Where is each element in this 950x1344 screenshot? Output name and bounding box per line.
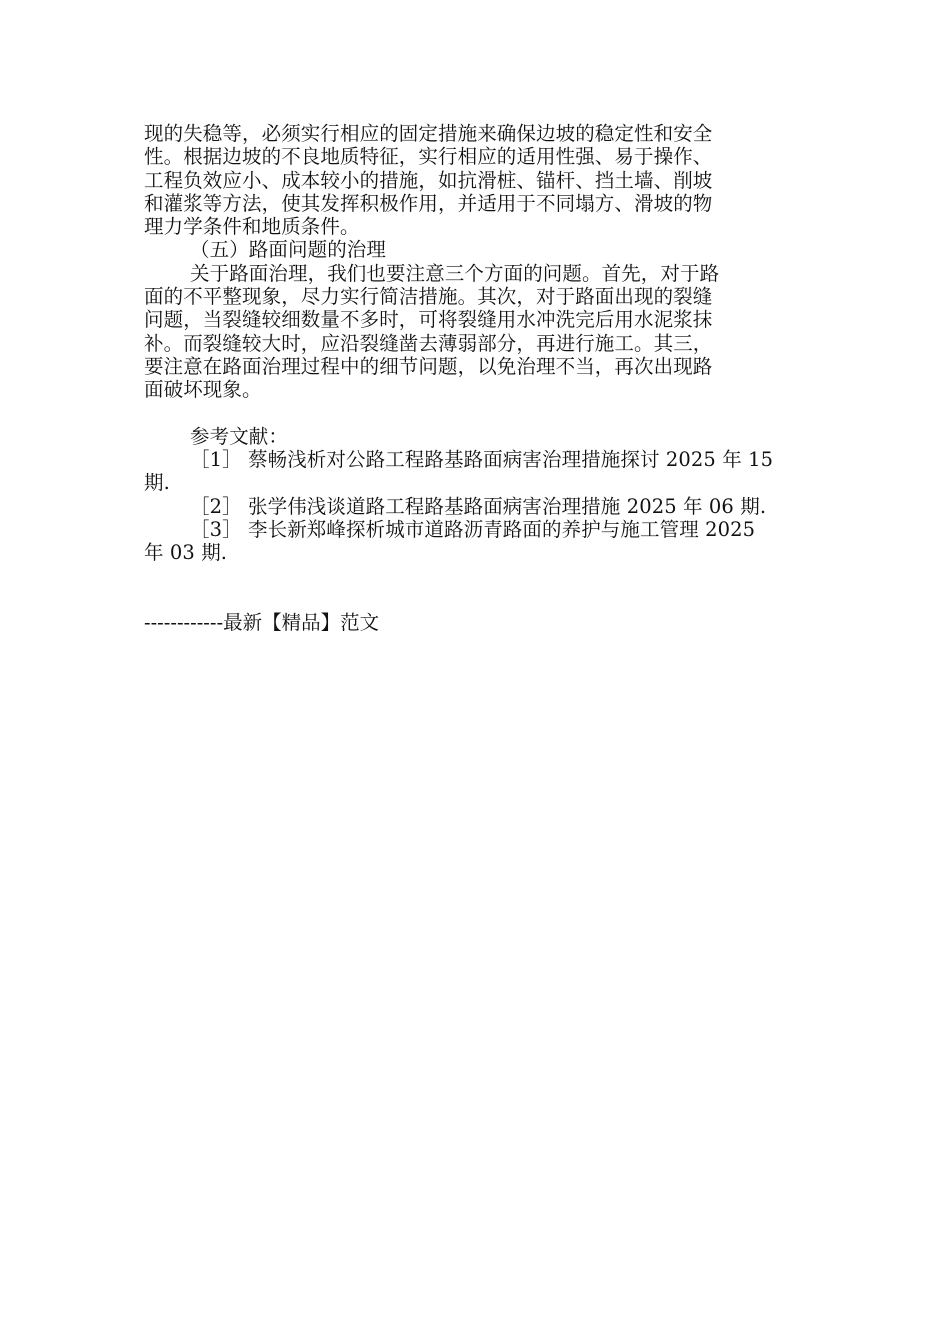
reference-line: ［1］ 蔡畅浅析对公路工程路基路面病害治理措施探讨 2025 年 15 (190, 448, 774, 472)
paragraph-line: 面的不平整现象，尽力实行简洁措施。其次，对于路面出现的裂缝 (144, 285, 713, 309)
reference-line-continued: 期. (144, 471, 170, 495)
reference-line: ［2］ 张学伟浅谈道路工程路基路面病害治理措施 2025 年 06 期. (190, 494, 767, 518)
paragraph-line: 和灌浆等方法，使其发挥积极作用，并适用于不同塌方、滑坡的物 (144, 191, 713, 215)
spacer (144, 565, 809, 612)
paragraph-line: 理力学条件和地质条件。 (144, 215, 360, 239)
paragraph-line: 问题，当裂缝较细数量不多时，可将裂缝用水冲洗完后用水泥浆抹 (144, 308, 713, 332)
reference-line-continued: 年 03 期. (144, 541, 228, 565)
paragraph-line: 现的失稳等，必须实行相应的固定措施来确保边坡的稳定性和安全 (144, 122, 713, 145)
reference-item (144, 518, 809, 565)
paragraph-line: 要注意在路面治理过程中的细节问题，以免治理不当，再次出现路 (144, 354, 713, 378)
paragraph-line: 性。根据边坡的不良地质特征，实行相应的适用性强、易于操作、 (144, 145, 713, 169)
paragraph-slope-stability (144, 122, 809, 238)
references-title: 参考文献： (190, 424, 289, 448)
reference-line: ［3］ 李长新郑峰探析城市道路沥青路面的养护与施工管理 2025 (190, 518, 756, 542)
section-heading: （五）路面问题的治理 (190, 238, 387, 262)
paragraph-line: 工程负效应小、成本较小的措施，如抗滑桩、锚杆、挡土墙、削坡 (144, 168, 713, 192)
spacer (144, 402, 809, 425)
document-page (144, 122, 809, 635)
reference-item (144, 495, 809, 518)
footer-text: ------------最新【精品】范文 (144, 611, 380, 635)
paragraph-line: 面破坏现象。 (144, 378, 262, 402)
references-section (144, 425, 809, 565)
paragraph-pavement-treatment (144, 262, 809, 402)
paragraph-line: 关于路面治理，我们也要注意三个方面的问题。首先，对于路 (190, 261, 720, 285)
reference-item (144, 448, 809, 495)
paragraph-line: 补。而裂缝较大时，应沿裂缝凿去薄弱部分，再进行施工。其三， (144, 331, 713, 355)
